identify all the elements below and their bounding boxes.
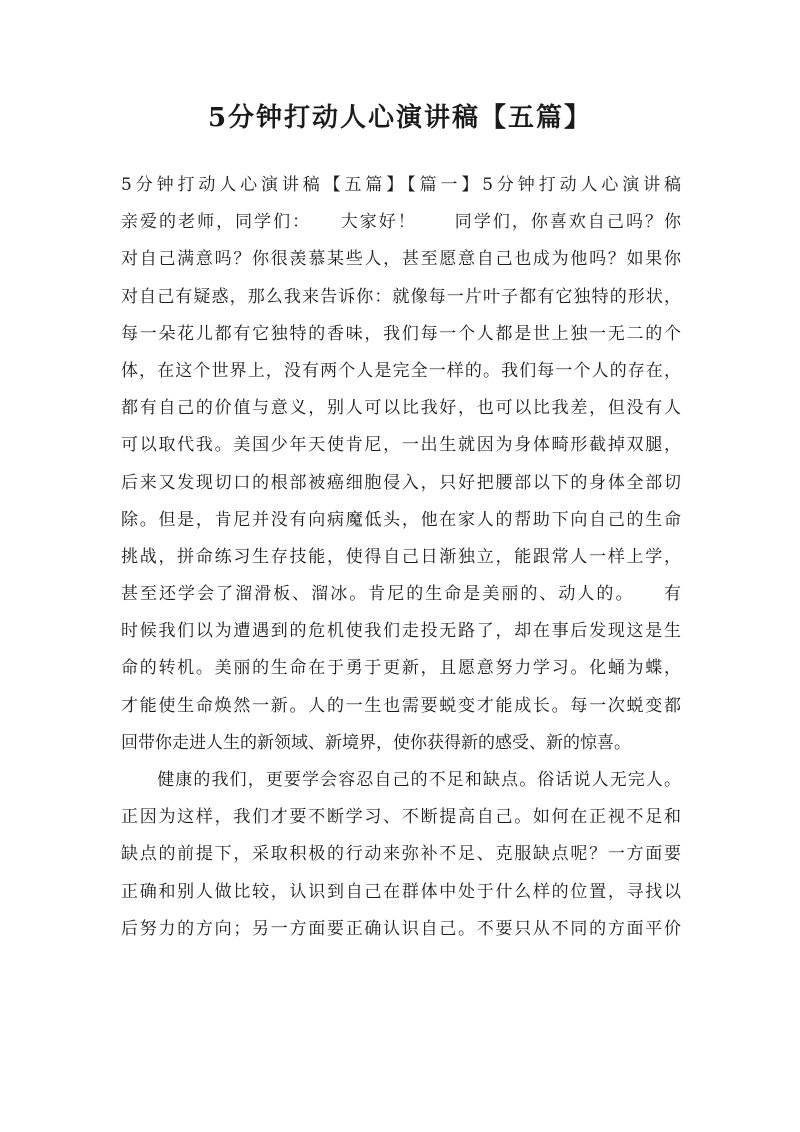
body-line: 时候我们以为遭遇到的危机使我们走投无路了，却在事后发现这是生 (121, 621, 681, 642)
body-line: 才能使生命焕然一新。人的一生也需要蜕变才能成长。每一次蜕变都 (121, 695, 681, 716)
body-line: 每一朵花儿都有它独特的香味，我们每一个人都是世上独一无二的个 (121, 323, 681, 344)
body-line: 5分钟打动人心演讲稿【五篇】【篇一】5分钟打动人心演讲稿 (121, 175, 681, 195)
body-line: 可以取代我。美国少年天使肯尼，一出生就因为身体畸形截掉双腿， (121, 435, 681, 456)
body-line: 正确和别人做比较，认识到自己在群体中处于什么样的位置，寻找以 (121, 881, 681, 902)
body-line: 亲爱的老师，同学们： 大家好！ 同学们，你喜欢自己吗？你 (121, 212, 681, 233)
body-line: 健康的我们，更要学会容忍自己的不足和缺点。俗话说人无完人。 (121, 770, 681, 790)
body-line: 甚至还学会了溜滑板、溜冰。肯尼的生命是美丽的、动人的。 有 (121, 584, 681, 605)
body-line: 缺点的前提下，采取积极的行动来弥补不足、克服缺点呢？一方面要 (121, 844, 681, 865)
body-line: 对自己有疑惑，那么我来告诉你：就像每一片叶子都有它独特的形状， (121, 286, 681, 307)
body-line: 回带你走进人生的新领域、新境界，使你获得新的感受、新的惊喜。 (121, 732, 631, 753)
body-line: 命的转机。美丽的生命在于勇于更新，且愿意努力学习。化蛹为蝶， (121, 658, 681, 679)
body-line: 除。但是，肯尼并没有向病魔低头，他在家人的帮助下向自己的生命 (121, 509, 681, 530)
body-line: 对自己满意吗？你很羡慕某些人，甚至愿意自己也成为他吗？如果你 (121, 249, 681, 270)
body-line: 正因为这样，我们才要不断学习、不断提高自己。如何在正视不足和 (121, 807, 681, 828)
document-title: 5分钟打动人心演讲稿【五篇】 (207, 103, 593, 133)
body-line: 都有自己的价值与意义，别人可以比我好，也可以比我差，但没有人 (121, 398, 681, 419)
body-line: 挑战，拼命练习生存技能，使得自己日渐独立，能跟常人一样上学， (121, 546, 681, 567)
body-line: 体，在这个世界上，没有两个人是完全一样的。我们每一个人的存在， (121, 360, 681, 381)
body-line: 后来又发现切口的根部被癌细胞侵入，只好把腰部以下的身体全部切 (121, 472, 681, 493)
document-body (121, 167, 681, 948)
body-line: 后努力的方向；另一方面要正确认识自己。不要只从不同的方面平价 (121, 918, 681, 939)
